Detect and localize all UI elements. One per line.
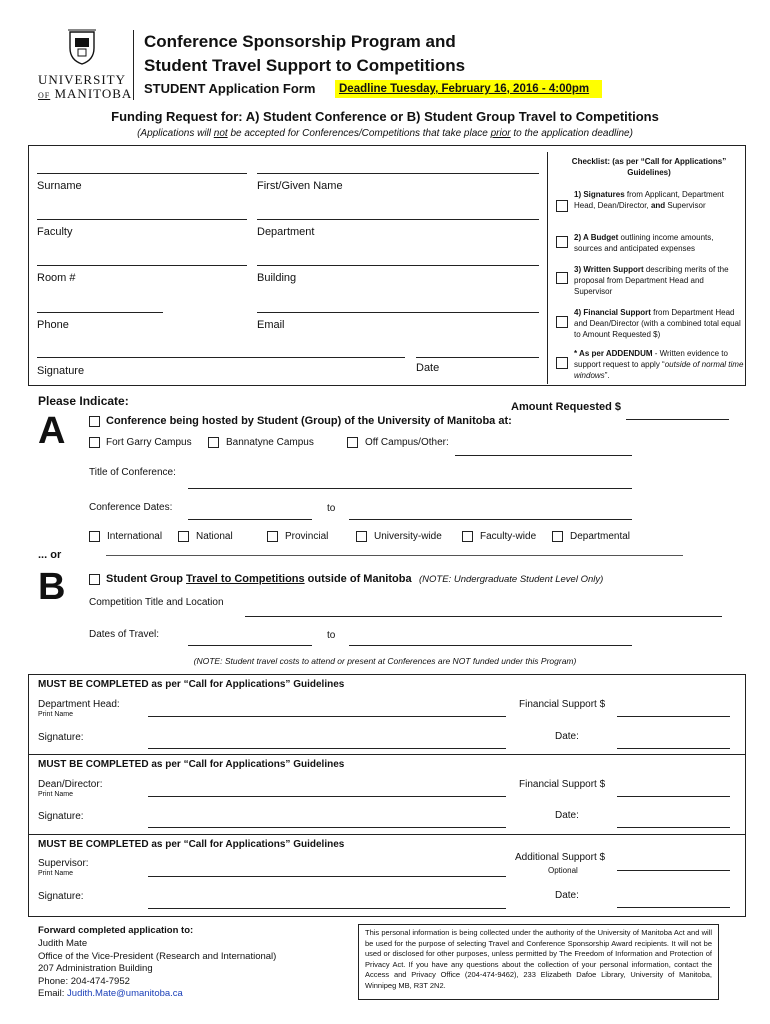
faculty-wide-label: Faculty-wide [480, 531, 537, 542]
travel-dates-to: to [327, 630, 336, 641]
building-field[interactable] [257, 265, 539, 266]
department-field[interactable] [257, 219, 539, 220]
first-name-label: First/Given Name [257, 180, 343, 192]
travel-end-date-field[interactable] [349, 645, 632, 646]
national-label: National [196, 531, 233, 542]
dean-signature-label: Signature: [38, 811, 84, 822]
faculty-wide-checkbox[interactable] [462, 531, 473, 542]
university-name-line2: OF MANITOBA [38, 86, 133, 101]
provincial-checkbox[interactable] [267, 531, 278, 542]
supervisor-date-field[interactable] [617, 907, 730, 908]
surname-label: Surname [37, 180, 82, 192]
faculty-field[interactable] [37, 219, 247, 220]
national-checkbox[interactable] [178, 531, 189, 542]
section-b-checkbox[interactable] [89, 574, 100, 585]
off-campus-label: Off Campus/Other: [365, 437, 449, 448]
amount-requested-label: Amount Requested $ [511, 401, 622, 413]
approval-divider-1 [28, 754, 746, 755]
competition-title-field[interactable] [245, 616, 722, 617]
supervisor-optional-label: Optional [548, 866, 578, 875]
header-divider [133, 30, 134, 100]
checklist-written-support-checkbox[interactable] [556, 272, 568, 284]
supervisor-date-label: Date: [555, 890, 579, 901]
checklist-item-signatures: 1) Signatures from Applicant, Department Head, Dean/Director, and Supervisor [574, 190, 724, 210]
checklist-budget-checkbox[interactable] [556, 236, 568, 248]
checklist-financial-support-checkbox[interactable] [556, 316, 568, 328]
conference-title-field[interactable] [188, 488, 632, 489]
faculty-label: Faculty [37, 226, 73, 238]
approval-divider-2 [28, 834, 746, 835]
section-a-heading: Conference being hosted by Student (Group) of the University of Manitoba at: [106, 415, 512, 427]
signature-field[interactable] [37, 357, 405, 358]
supervisor-support-field[interactable] [617, 870, 730, 871]
fort-garry-checkbox[interactable] [89, 437, 100, 448]
checklist-signatures-checkbox[interactable] [556, 200, 568, 212]
building-label: Building [257, 272, 297, 284]
dept-head-signature-label: Signature: [38, 732, 84, 743]
dean-name-field[interactable] [148, 796, 506, 797]
checklist-item-financial-support: 4) Financial Support from Department Head and Dean/Director (with a combined total equal to Amount Requested $) [574, 308, 741, 339]
or-label: ... or [38, 549, 62, 561]
dept-head-print-label: Print Name [38, 711, 74, 718]
funding-heading: Funding Request for: A) Student Conference or B) Student Group Travel to Competitions [111, 109, 659, 124]
departmental-label: Departmental [570, 531, 631, 542]
form-label: STUDENT Application Form [144, 81, 316, 96]
funding-note: (Applications will not be accepted for Conferences/Competitions that take place prior to the application deadline) [137, 128, 633, 139]
forward-email-link[interactable]: Judith.Mate@umanitoba.ca [67, 988, 183, 999]
university-name-line1: UNIVERSITY [38, 72, 126, 87]
dean-signature-field[interactable] [148, 827, 506, 828]
conference-end-date-field[interactable] [349, 519, 632, 520]
dean-heading: MUST BE COMPLETED as per “Call for Applications” Guidelines [38, 759, 345, 770]
date-label: Date [416, 362, 440, 374]
form-title-line2: Student Travel Support to Competitions [144, 56, 466, 75]
amount-requested-field[interactable] [626, 419, 729, 420]
email-label: Email [257, 319, 285, 331]
privacy-notice: This personal information is being collected under the authority of the University of Manitoba Act and will be used for the purpose of selecting Travel and Conference Sponsorship Award recipients. It will not be used or disclosed for other purposes, unless permitted by The Freedom of Information and Protection of Privacy Act. If you have any questions about the collection of your personal information, contact the Access and Privacy Office (204-474-9462), 233 Elizabeth Dafoe Library, University of Manitoba, Winnipeg MB, R3T 2N2. [358, 924, 719, 1000]
checklist-item-addendum: * As per ADDENDUM - Written evidence to support request to apply “outside of normal time windows”. [574, 349, 744, 380]
supervisor-label: Supervisor: [38, 858, 89, 869]
dean-print-label: Print Name [38, 791, 74, 798]
date-field[interactable] [416, 357, 539, 358]
travel-dates-label: Dates of Travel: [89, 629, 160, 640]
forward-address [38, 938, 276, 1001]
checklist-item-written-support: 3) Written Support describing merits of the proposal from Department Head and Supervisor [574, 265, 729, 296]
section-b-heading: Student Group Travel to Competitions outside of Manitoba [106, 573, 412, 585]
room-label: Room # [37, 272, 76, 284]
bannatyne-label: Bannatyne Campus [226, 437, 314, 448]
surname-field[interactable] [37, 173, 247, 174]
form-title-line1: Conference Sponsorship Program and [144, 32, 456, 51]
conference-dates-label: Conference Dates: [89, 502, 173, 513]
travel-start-date-field[interactable] [188, 645, 312, 646]
dept-head-support-label: Financial Support $ [519, 699, 606, 710]
supervisor-support-label: Additional Support $ [515, 852, 606, 863]
conference-title-label: Title of Conference: [89, 467, 176, 478]
first-name-field[interactable] [257, 173, 539, 174]
bannatyne-checkbox[interactable] [208, 437, 219, 448]
international-checkbox[interactable] [89, 531, 100, 542]
supervisor-signature-field[interactable] [148, 908, 506, 909]
signature-label: Signature [37, 365, 85, 377]
off-campus-field[interactable] [455, 455, 632, 456]
dean-support-label: Financial Support $ [519, 779, 606, 790]
forward-building: 207 Administration Building [38, 963, 153, 974]
dean-date-label: Date: [555, 810, 579, 821]
dept-head-date-field[interactable] [617, 748, 730, 749]
supervisor-signature-label: Signature: [38, 891, 84, 902]
checklist-divider [547, 152, 548, 384]
university-wide-checkbox[interactable] [356, 531, 367, 542]
dept-head-label: Department Head: [38, 699, 120, 710]
deadline-badge: Deadline Tuesday, February 16, 2016 - 4:00pm [335, 80, 602, 98]
supervisor-heading: MUST BE COMPLETED as per “Call for Applications” Guidelines [38, 839, 345, 850]
dept-head-name-field[interactable] [148, 716, 506, 717]
travel-cost-note: (NOTE: Student travel costs to attend or present at Conferences are NOT funded under this Program) [193, 656, 577, 666]
fort-garry-label: Fort Garry Campus [106, 437, 192, 448]
department-label: Department [257, 226, 315, 238]
competition-title-label: Competition Title and Location [89, 597, 224, 608]
dean-label: Dean/Director: [38, 779, 103, 790]
university-wide-label: University-wide [374, 531, 442, 542]
dept-head-date-label: Date: [555, 731, 579, 742]
phone-label: Phone [37, 319, 69, 331]
conference-dates-to: to [327, 503, 336, 514]
dean-support-field[interactable] [617, 796, 730, 797]
please-indicate-label: Please Indicate: [38, 394, 129, 408]
checklist-item-budget: 2) A Budget outlining income amounts, sources and anticipated expenses [574, 233, 714, 253]
forward-heading: Forward completed application to: [38, 925, 194, 936]
supervisor-print-label: Print Name [38, 870, 74, 877]
email-field[interactable] [257, 312, 539, 313]
dept-head-support-field[interactable] [617, 716, 730, 717]
provincial-label: Provincial [285, 531, 329, 542]
forward-contact-name: Judith Mate [38, 938, 88, 949]
section-b-letter: B [38, 566, 66, 608]
crest-icon [62, 28, 102, 66]
forward-office: Office of the Vice-President (Research and International) [38, 950, 277, 962]
section-a-letter: A [38, 410, 66, 452]
forward-email-row: Email: Judith.Mate@umanitoba.ca [38, 988, 183, 999]
phone-field[interactable] [37, 312, 163, 313]
off-campus-checkbox[interactable] [347, 437, 358, 448]
international-label: International [107, 531, 163, 542]
university-crest [62, 28, 102, 64]
checklist-addendum-checkbox[interactable] [556, 357, 568, 369]
forward-phone: Phone: 204-474-7952 [38, 975, 130, 987]
dean-date-field[interactable] [617, 827, 730, 828]
dept-head-signature-field[interactable] [148, 748, 506, 749]
section-separator [106, 555, 683, 556]
supervisor-name-field[interactable] [148, 876, 506, 877]
section-a-checkbox[interactable] [89, 416, 100, 427]
room-field[interactable] [37, 265, 247, 266]
dept-head-heading: MUST BE COMPLETED as per “Call for Applications” Guidelines [38, 679, 345, 690]
checklist-title: Checklist: (as per “Call for Applications” Guidelines) [571, 157, 727, 177]
departmental-checkbox[interactable] [552, 531, 563, 542]
section-b-note: (NOTE: Undergraduate Student Level Only) [419, 574, 604, 585]
conference-start-date-field[interactable] [188, 519, 312, 520]
